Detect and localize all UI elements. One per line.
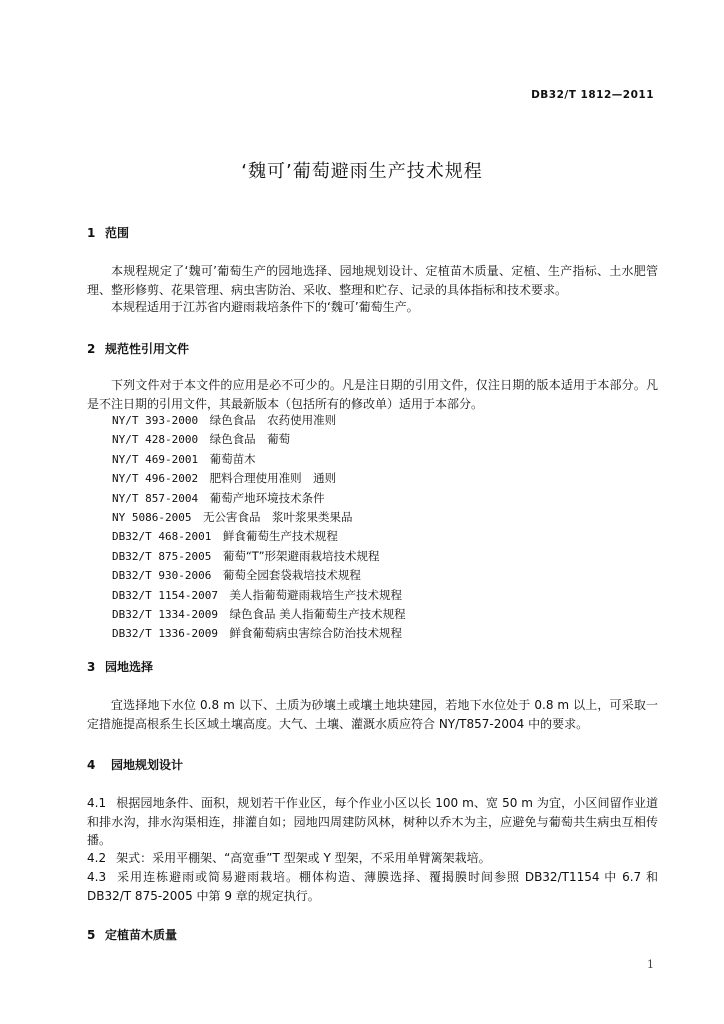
section-heading-3: 3 园地选择 xyxy=(87,660,154,674)
paragraph: 宜选择地下水位 0.8 m 以下、土质为砂壤土或壤土地块建园，若地下水位处于 0.8 m 以上，可采取一定措施提高根系生长区域土壤高度。大气、土壤、灌溉水质应符合 NY/T857-2004 中的要求。 xyxy=(87,698,658,731)
reference-item: DB32/T 930-2006 葡萄全园套袋栽培技术规程 xyxy=(112,568,361,583)
reference-item: NY/T 857-2004 葡萄产地环境技术条件 xyxy=(112,490,325,505)
reference-item: NY/T 469-2001 葡萄苗木 xyxy=(112,451,256,466)
reference-item: DB32/T 468-2001 鲜食葡萄生产技术规程 xyxy=(112,529,338,544)
section-heading-4: 4 园地规划设计 xyxy=(87,758,184,772)
page-number: 1 xyxy=(647,958,654,971)
paragraph: 下列文件对于本文件的应用是必不可少的。凡是注日期的引用文件，仅注日期的版本适用于本部分。凡是不注日期的引用文件，其最新版本（包括所有的修改单）适用于本部分。 xyxy=(87,378,658,411)
reference-item: NY/T 393-2000 绿色食品 农药使用准则 xyxy=(112,413,337,427)
reference-item: DB32/T 1154-2007 美人指葡萄避雨栽培生产技术规程 xyxy=(112,587,402,602)
clause-4-3: 4.3 采用连栋避雨或简易避雨栽培。棚体构造、薄膜选择、覆揭膜时间参照 DB32/T1154 中 6.7 和 DB32/T 875-2005 中第 9 章的规定执行。 xyxy=(87,870,658,903)
reference-item: NY/T 428-2000 绿色食品 葡萄 xyxy=(112,432,291,447)
section-heading-5: 5 定植苗木质量 xyxy=(87,928,178,942)
reference-item: DB32/T 1334-2009 绿色食品 美人指葡萄生产技术规程 xyxy=(112,606,406,621)
reference-item: DB32/T 875-2005 葡萄“T”形架避雨栽培技术规程 xyxy=(112,548,380,563)
paragraph: 本规程规定了‘魏可’葡萄生产的园地选择、园地规划设计、定植苗木质量、定植、生产指标、土水肥管理、整形修剪、花果管理、病虫害防治、采收、整理和贮存、记录的具体指标和技术要求。 xyxy=(87,264,658,297)
reference-item: NY 5086-2005 无公害食品 浆叶浆果类果品 xyxy=(112,509,353,524)
reference-list xyxy=(112,411,406,644)
reference-item: NY/T 496-2002 肥料合理使用准则 通则 xyxy=(112,471,337,486)
section-heading-1: 1 范围 xyxy=(87,226,130,240)
standard-code: DB32/T 1812—2011 xyxy=(531,89,654,101)
document-title: ‘魏可’葡萄避雨生产技术规程 xyxy=(241,161,483,182)
reference-item: DB32/T 1336-2009 鲜食葡萄病虫害综合防治技术规程 xyxy=(112,626,402,641)
section-heading-2: 2 规范性引用文件 xyxy=(87,342,190,356)
paragraph: 本规程适用于江苏省内避雨栽培条件下的‘魏可’葡萄生产。 xyxy=(111,300,419,314)
clause-4-1: 4.1 根据园地条件、面积，规划若干作业区，每个作业小区以长 100 m、宽 50 m 为宜，小区间留作业道和排水沟，排水沟渠相连，排灌自如；园地四周建防风林，树种以乔木为主，应避免与葡萄共生病虫互相传播。 xyxy=(87,796,658,847)
clause-4-2: 4.2 架式：采用平棚架、“高宽垂”T 型架或 Y 型架，不采用单臂篱架栽培。 xyxy=(87,851,491,865)
